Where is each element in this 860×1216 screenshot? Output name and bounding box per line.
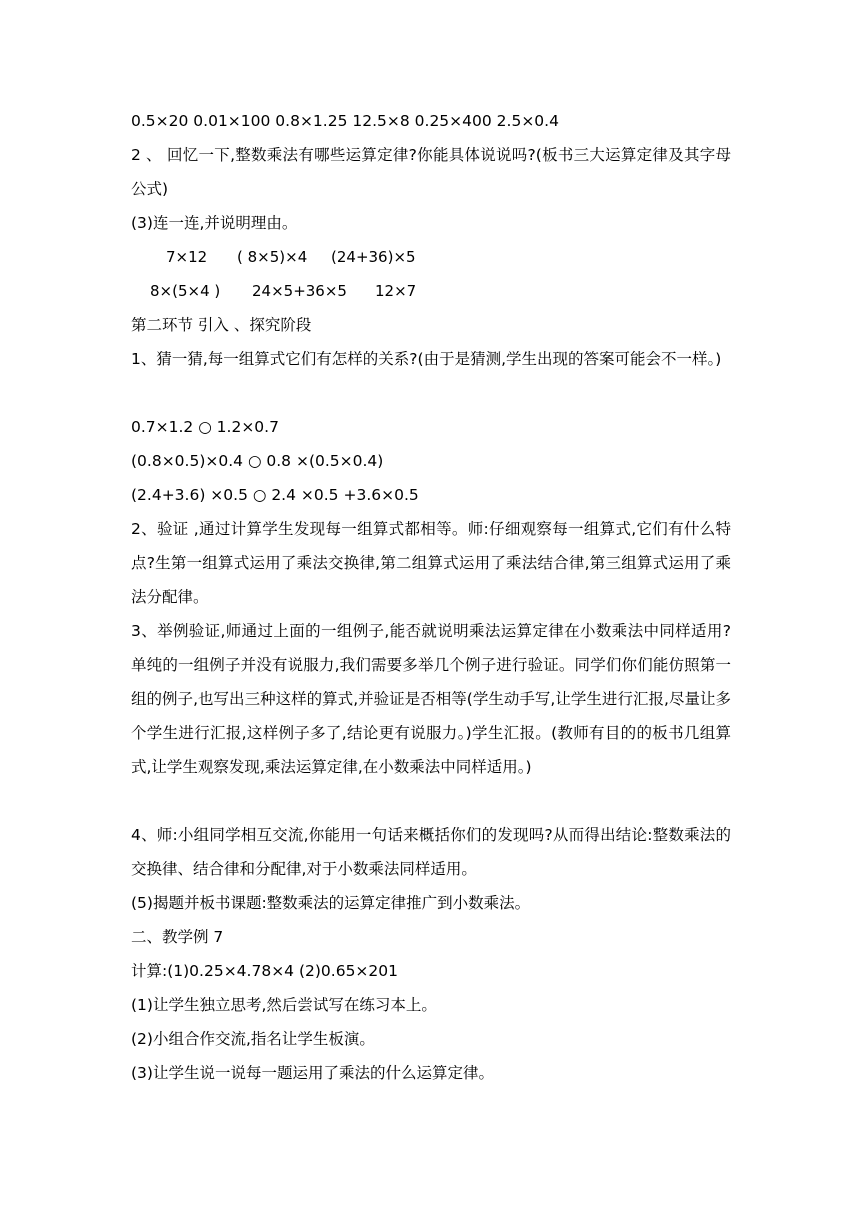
examples-paragraph: 3、举例验证,师通过上面的一组例子,能否就说明乘法运算定律在小数乘法中同样适用?单纯的一组例子并没有说服力,我们需要多举几个例子进行验证。同学们你们能仿照第一组的例子,也写出三种这样的算式,并验证是否相等(学生动手写,让学生进行汇报,尽量让多个学生进行汇报,这样例子多了,结论更有说服力。)学生汇报。(教师有目的的板书几组算式,让学生观察发现,乘法运算定律,在小数乘法中同样适用。) — [131, 622, 731, 776]
match-expression: 12×7 — [375, 282, 417, 300]
expressions-line: 0.5×20 0.01×100 0.8×1.25 12.5×8 0.25×400 2.5×0.4 — [131, 112, 559, 130]
comparison-expression: (0.8×0.5)×0.4 ○ 0.8 ×(0.5×0.4) — [131, 452, 384, 470]
verify-paragraph: 2、验证 ,通过计算学生发现每一组算式都相等。师:仔细观察每一组算式,它们有什么特点?生第一组算式运用了乘法交换律,第二组算式运用了乘法结合律,第三组算式运用了乘法分配律。 — [131, 520, 731, 606]
comparison-expression: 0.7×1.2 ○ 1.2×0.7 — [131, 418, 279, 436]
match-expression: ( 8×5)×4 — [237, 248, 308, 266]
step-line: (1)让学生独立思考,然后尝试写在练习本上。 — [131, 996, 437, 1014]
matching-instruction: (3)连一连,并说明理由。 — [131, 214, 298, 232]
section-heading: 第二环节 引入 、探究阶段 — [131, 316, 312, 334]
step-line: (2)小组合作交流,指名让学生板演。 — [131, 1030, 375, 1048]
discussion-paragraph: 4、师:小组同学相互交流,你能用一句话来概括你们的发现吗?从而得出结论:整数乘法的交换律、结合律和分配律,对于小数乘法同样适用。 — [131, 826, 731, 878]
match-expression: (24+36)×5 — [331, 248, 416, 266]
match-expression: 7×12 — [166, 248, 208, 266]
comparison-expression: (2.4+3.6) ×0.5 ○ 2.4 ×0.5 +3.6×0.5 — [131, 486, 419, 504]
calculation-line: 计算:(1)0.25×4.78×4 (2)0.65×201 — [131, 962, 399, 980]
match-expression: 24×5+36×5 — [252, 282, 347, 300]
example-heading: 二、教学例 7 — [131, 928, 224, 946]
topic-line: (5)揭题并板书课题:整数乘法的运算定律推广到小数乘法。 — [131, 894, 531, 912]
match-expression: 8×(5×4 ) — [150, 282, 221, 300]
step-line: (3)让学生说一说每一题运用了乘法的什么运算定律。 — [131, 1064, 494, 1082]
guess-paragraph: 1、猜一猜,每一组算式它们有怎样的关系?(由于是猜测,学生出现的答案可能会不一样。) — [131, 350, 722, 368]
review-question: 2 、 回忆一下,整数乘法有哪些运算定律?你能具体说说吗?(板书三大运算定律及其字母公式) — [131, 146, 731, 198]
